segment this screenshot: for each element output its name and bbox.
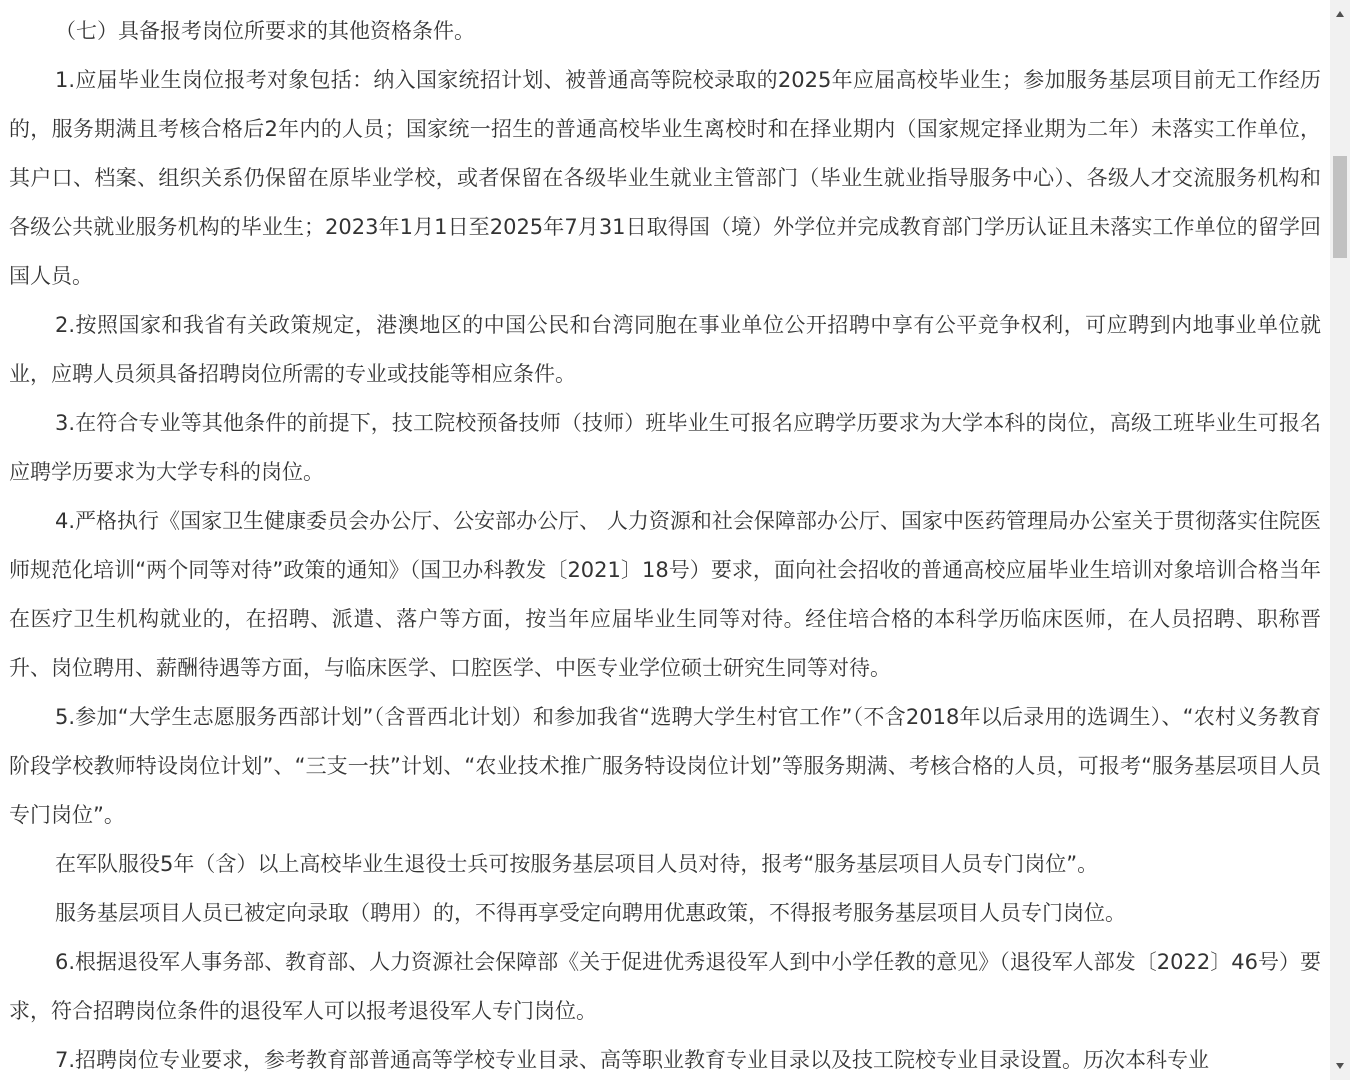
paragraph-item-5: 5.参加“大学生志愿服务西部计划”（含晋西北计划）和参加我省“选聘大学生村官工作”（不含2018年以后录用的选调生）、“农村义务教育阶段学校教师特设岗位计划”、“三支一扶”计划、“农业技术推广服务特设岗位计划”等服务期满、考核合格的人员，可报考“服务基层项目人员专门岗位”。 (9, 705, 1321, 827)
scroll-up-button[interactable] (1330, 4, 1350, 24)
paragraph-item-5-veterans: 在军队服役5年（含）以上高校毕业生退役士兵可按服务基层项目人员对待，报考“服务基层项目人员专门岗位”。 (55, 852, 1099, 876)
paragraph-item-5-restriction: 服务基层项目人员已被定向录取（聘用）的，不得再享受定向聘用优惠政策，不得报考服务基层项目人员专门岗位。 (55, 901, 1126, 925)
scroll-down-button[interactable] (1330, 1056, 1350, 1076)
scroll-thumb[interactable] (1333, 156, 1347, 258)
paragraph-item-3: 3.在符合专业等其他条件的前提下，技工院校预备技师（技师）班毕业生可报名应聘学历要求为大学本科的岗位，高级工班毕业生可报名应聘学历要求为大学专科的岗位。 (9, 411, 1321, 484)
paragraph-item-4: 4.严格执行《国家卫生健康委员会办公厅、公安部办公厅、 人力资源和社会保障部办公厅、国家中医药管理局办公室关于贯彻落实住院医师规范化培训“两个同等对待”政策的通知》（国卫办科教发〔2021〕18号）要求，面向社会招收的普通高校应届毕业生培训对象培训合格当年在医疗卫生机构就业的，在招聘、派遣、落户等方面，按当年应届毕业生同等对待。经住培合格的本科学历临床医师，在人员招聘、职称晋升、岗位聘用、薪酬待遇等方面，与临床医学、口腔医学、中医专业学位硕士研究生同等对待。 (9, 509, 1321, 680)
paragraph-qualification-heading: （七）具备报考岗位所要求的其他资格条件。 (55, 19, 475, 43)
paragraph-item-2: 2.按照国家和我省有关政策规定，港澳地区的中国公民和台湾同胞在事业单位公开招聘中享有公平竞争权利，可应聘到内地事业单位就业，应聘人员须具备招聘岗位所需的专业或技能等相应条件。 (9, 313, 1321, 386)
triangle-up-icon (1335, 10, 1345, 18)
vertical-scrollbar[interactable] (1330, 0, 1350, 1080)
paragraph-item-1: 1.应届毕业生岗位报考对象包括：纳入国家统招计划、被普通高等院校录取的2025年应届高校毕业生；参加服务基层项目前无工作经历的，服务期满且考核合格后2年内的人员；国家统一招生的普通高校毕业生离校时和在择业期内（国家规定择业期为二年）未落实工作单位，其户口、档案、组织关系仍保留在原毕业学校，或者保留在各级毕业生就业主管部门（毕业生就业指导服务中心）、各级人才交流服务机构和各级公共就业服务机构的毕业生；2023年1月1日至2025年7月31日取得国（境）外学位并完成教育部门学历认证且未落实工作单位的留学回国人员。 (9, 68, 1321, 288)
document-content (9, 7, 1321, 1080)
triangle-down-icon (1335, 1062, 1345, 1070)
paragraph-item-6: 6.根据退役军人事务部、教育部、人力资源社会保障部《关于促进优秀退役军人到中小学任教的意见》（退役军人部发〔2022〕46号）要求，符合招聘岗位条件的退役军人可以报考退役军人专门岗位。 (9, 950, 1321, 1023)
paragraph-item-7: 7.招聘岗位专业要求，参考教育部普通高等学校专业目录、高等职业教育专业目录以及技工院校专业目录设置。历次本科专业 (55, 1048, 1210, 1072)
